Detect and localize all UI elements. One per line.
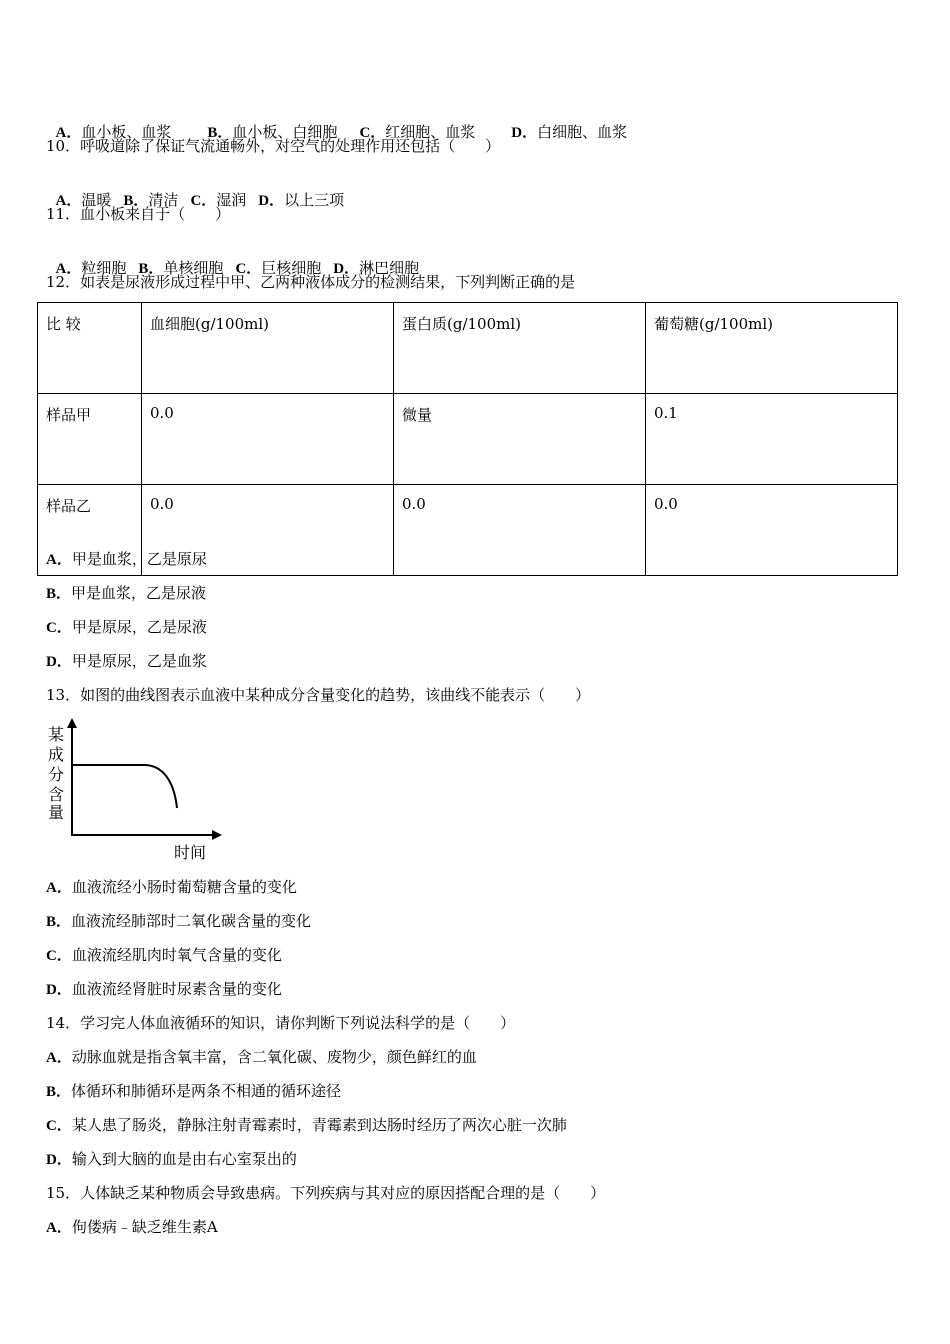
q9-option-c[interactable]: C．红细胞、血浆: [359, 123, 476, 141]
trend-curve-figure: [44, 718, 234, 864]
table-cell: 0.0: [142, 394, 394, 485]
comparison-table: [37, 302, 898, 576]
q12-option-a[interactable]: A．甲是血浆，乙是原尿: [46, 550, 207, 568]
q13-option-a[interactable]: A．血液流经小肠时葡萄糖含量的变化: [46, 878, 297, 896]
q11-option-b[interactable]: B．单核细胞: [138, 259, 224, 277]
q14-option-b[interactable]: B．体循环和肺循环是两条不相通的循环途径: [46, 1082, 342, 1100]
table-cell: 样品甲: [38, 394, 142, 485]
q13-stem: 13．如图的曲线图表示血液中某种成分含量变化的趋势，该曲线不能表示（ ）: [46, 686, 591, 704]
q15-stem: 15．人体缺乏某种物质会导致患病。下列疾病与其对应的原因搭配合理的是（ ）: [46, 1184, 606, 1202]
table-cell: 0.0: [646, 485, 898, 576]
table-cell: 样品乙: [38, 485, 142, 576]
table-cell: 微量: [394, 394, 646, 485]
table-header-cell: 蛋白质(g/100ml): [394, 303, 646, 394]
q10-option-b[interactable]: B．清洁: [123, 191, 179, 209]
table-header-cell: 血细胞(g/100ml): [142, 303, 394, 394]
q13-option-c[interactable]: C．血液流经肌肉时氧气含量的变化: [46, 946, 282, 964]
q11-option-c[interactable]: C．巨核细胞: [235, 259, 322, 277]
trend-curve-line: [72, 765, 177, 808]
q10-option-a[interactable]: A．温暖: [55, 191, 112, 209]
q10-option-d[interactable]: D．以上三项: [258, 191, 345, 209]
q9-option-b[interactable]: B．血小板、白细胞: [207, 123, 338, 141]
q12-stem: 12．如表是尿液形成过程中甲、乙两种液体成分的检测结果，下列判断正确的是: [46, 273, 576, 291]
q11-option-a[interactable]: A．粒细胞: [55, 259, 127, 277]
q12-option-c[interactable]: C．甲是原尿，乙是尿液: [46, 618, 207, 636]
table-cell: 0.0: [142, 485, 394, 576]
table-header-row: [38, 303, 898, 394]
table-header-cell: 葡萄糖(g/100ml): [646, 303, 898, 394]
q11-option-d[interactable]: D．淋巴细胞: [333, 259, 420, 277]
table-cell: 0.0: [394, 485, 646, 576]
q14-stem: 14．学习完人体血液循环的知识，请你判断下列说法科学的是（ ）: [46, 1014, 516, 1032]
table-cell: 0.1: [646, 394, 898, 485]
q12-option-b[interactable]: B．甲是血浆，乙是尿液: [46, 584, 207, 602]
q10-option-c[interactable]: C．湿润: [190, 191, 247, 209]
q10-stem: 10．呼吸道除了保证气流通畅外，对空气的处理作用还包括（ ）: [46, 137, 501, 155]
q14-option-d[interactable]: D．输入到大脑的血是由右心室泵出的: [46, 1150, 297, 1168]
y-axis-arrow-icon: [67, 718, 77, 728]
q13-option-b[interactable]: B．血液流经肺部时二氧化碳含量的变化: [46, 912, 312, 930]
x-label: 时间: [174, 843, 207, 862]
y-label-char: 某: [48, 725, 65, 744]
q11-stem: 11．血小板来自于（ ）: [46, 205, 231, 223]
table-row: [38, 394, 898, 485]
q14-option-a[interactable]: A．动脉血就是指含氧丰富，含二氧化碳、废物少，颜色鲜红的血: [46, 1048, 477, 1066]
x-axis-arrow-icon: [212, 830, 222, 840]
y-label-char: 含: [48, 785, 65, 804]
q15-option-a[interactable]: A．佝偻病﹣缺乏维生素A: [46, 1218, 218, 1236]
q9-option-d[interactable]: D．白细胞、血浆: [511, 123, 628, 141]
y-label-char: 量: [48, 803, 65, 822]
y-label-char: 成: [48, 745, 65, 764]
y-label-char: 分: [48, 765, 65, 784]
q9-option-a[interactable]: A．血小板、血浆: [55, 123, 172, 141]
table-header-cell: 比 较: [38, 303, 142, 394]
q13-option-d[interactable]: D．血液流经肾脏时尿素含量的变化: [46, 980, 282, 998]
q14-option-c[interactable]: C．某人患了肠炎，静脉注射青霉素时，青霉素到达肠时经历了两次心脏一次肺: [46, 1116, 567, 1134]
q12-option-d[interactable]: D．甲是原尿，乙是血浆: [46, 652, 207, 670]
